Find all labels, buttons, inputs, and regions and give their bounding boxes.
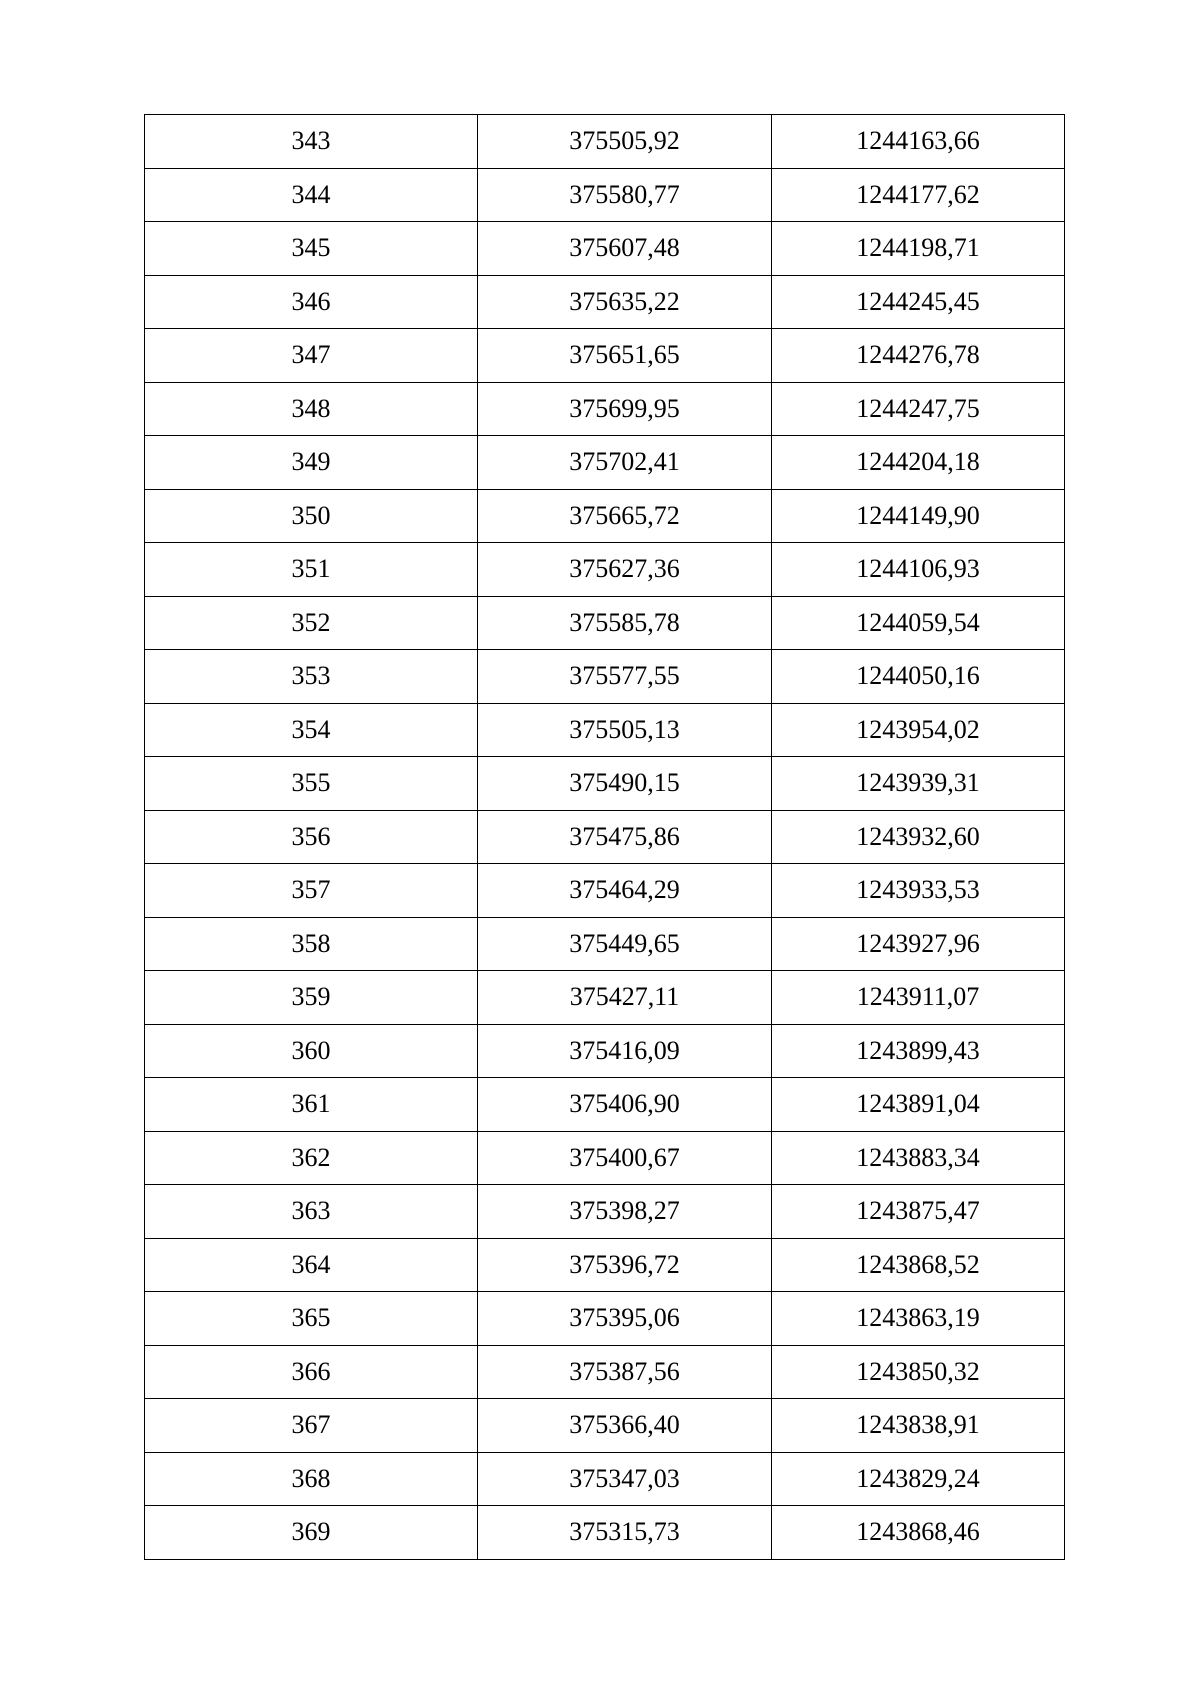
x-coordinate-cell: 375699,95: [478, 382, 772, 436]
point-number-cell: 366: [145, 1345, 478, 1399]
y-coordinate-cell: 1243829,24: [772, 1452, 1065, 1506]
table-row: [145, 115, 1065, 169]
point-number-cell: 353: [145, 650, 478, 704]
y-coordinate-cell: 1243939,31: [772, 757, 1065, 811]
point-number-cell: 351: [145, 543, 478, 597]
y-coordinate-cell: 1244149,90: [772, 489, 1065, 543]
point-number-cell: 349: [145, 436, 478, 490]
x-coordinate-cell: 375665,72: [478, 489, 772, 543]
x-coordinate-cell: 375400,67: [478, 1131, 772, 1185]
table-row: [145, 1345, 1065, 1399]
point-number-cell: 345: [145, 222, 478, 276]
y-coordinate-cell: 1243927,96: [772, 917, 1065, 971]
table-row: [145, 810, 1065, 864]
x-coordinate-cell: 375635,22: [478, 275, 772, 329]
y-coordinate-cell: 1243868,46: [772, 1506, 1065, 1560]
x-coordinate-cell: 375580,77: [478, 168, 772, 222]
point-number-cell: 355: [145, 757, 478, 811]
point-number-cell: 367: [145, 1399, 478, 1453]
x-coordinate-cell: 375366,40: [478, 1399, 772, 1453]
x-coordinate-cell: 375387,56: [478, 1345, 772, 1399]
table-row: [145, 1131, 1065, 1185]
y-coordinate-cell: 1243954,02: [772, 703, 1065, 757]
table-row: [145, 864, 1065, 918]
table-row: [145, 1292, 1065, 1346]
y-coordinate-cell: 1244177,62: [772, 168, 1065, 222]
y-coordinate-cell: 1244198,71: [772, 222, 1065, 276]
y-coordinate-cell: 1243891,04: [772, 1078, 1065, 1132]
table-row: [145, 1399, 1065, 1453]
x-coordinate-cell: 375577,55: [478, 650, 772, 704]
point-number-cell: 348: [145, 382, 478, 436]
table-row: [145, 1506, 1065, 1560]
x-coordinate-cell: 375627,36: [478, 543, 772, 597]
x-coordinate-cell: 375398,27: [478, 1185, 772, 1239]
table-row: [145, 329, 1065, 383]
x-coordinate-cell: 375416,09: [478, 1024, 772, 1078]
x-coordinate-cell: 375702,41: [478, 436, 772, 490]
y-coordinate-cell: 1244163,66: [772, 115, 1065, 169]
y-coordinate-cell: 1243911,07: [772, 971, 1065, 1025]
table-row: [145, 543, 1065, 597]
y-coordinate-cell: 1243899,43: [772, 1024, 1065, 1078]
point-number-cell: 368: [145, 1452, 478, 1506]
x-coordinate-cell: 375490,15: [478, 757, 772, 811]
point-number-cell: 352: [145, 596, 478, 650]
y-coordinate-cell: 1244247,75: [772, 382, 1065, 436]
x-coordinate-cell: 375396,72: [478, 1238, 772, 1292]
x-coordinate-cell: 375505,13: [478, 703, 772, 757]
point-number-cell: 347: [145, 329, 478, 383]
coordinates-table: [144, 114, 1065, 1560]
table-row: [145, 971, 1065, 1025]
point-number-cell: 361: [145, 1078, 478, 1132]
x-coordinate-cell: 375347,03: [478, 1452, 772, 1506]
point-number-cell: 358: [145, 917, 478, 971]
point-number-cell: 364: [145, 1238, 478, 1292]
table-row: [145, 757, 1065, 811]
table-row: [145, 917, 1065, 971]
point-number-cell: 357: [145, 864, 478, 918]
table-row: [145, 1078, 1065, 1132]
point-number-cell: 346: [145, 275, 478, 329]
point-number-cell: 354: [145, 703, 478, 757]
table-row: [145, 1238, 1065, 1292]
y-coordinate-cell: 1244050,16: [772, 650, 1065, 704]
x-coordinate-cell: 375464,29: [478, 864, 772, 918]
point-number-cell: 344: [145, 168, 478, 222]
x-coordinate-cell: 375585,78: [478, 596, 772, 650]
y-coordinate-cell: 1243850,32: [772, 1345, 1065, 1399]
table-row: [145, 1024, 1065, 1078]
y-coordinate-cell: 1244204,18: [772, 436, 1065, 490]
point-number-cell: 356: [145, 810, 478, 864]
table-row: [145, 275, 1065, 329]
y-coordinate-cell: 1243883,34: [772, 1131, 1065, 1185]
x-coordinate-cell: 375406,90: [478, 1078, 772, 1132]
point-number-cell: 362: [145, 1131, 478, 1185]
coordinates-table-body: [145, 115, 1065, 1560]
table-row: [145, 436, 1065, 490]
y-coordinate-cell: 1243932,60: [772, 810, 1065, 864]
y-coordinate-cell: 1243868,52: [772, 1238, 1065, 1292]
point-number-cell: 343: [145, 115, 478, 169]
point-number-cell: 369: [145, 1506, 478, 1560]
x-coordinate-cell: 375651,65: [478, 329, 772, 383]
x-coordinate-cell: 375607,48: [478, 222, 772, 276]
x-coordinate-cell: 375315,73: [478, 1506, 772, 1560]
x-coordinate-cell: 375427,11: [478, 971, 772, 1025]
table-row: [145, 382, 1065, 436]
y-coordinate-cell: 1244245,45: [772, 275, 1065, 329]
y-coordinate-cell: 1243875,47: [772, 1185, 1065, 1239]
point-number-cell: 365: [145, 1292, 478, 1346]
table-row: [145, 650, 1065, 704]
table-row: [145, 489, 1065, 543]
table-row: [145, 168, 1065, 222]
table-row: [145, 703, 1065, 757]
point-number-cell: 363: [145, 1185, 478, 1239]
y-coordinate-cell: 1243863,19: [772, 1292, 1065, 1346]
point-number-cell: 359: [145, 971, 478, 1025]
x-coordinate-cell: 375395,06: [478, 1292, 772, 1346]
y-coordinate-cell: 1244276,78: [772, 329, 1065, 383]
table-row: [145, 1185, 1065, 1239]
y-coordinate-cell: 1243838,91: [772, 1399, 1065, 1453]
x-coordinate-cell: 375505,92: [478, 115, 772, 169]
x-coordinate-cell: 375475,86: [478, 810, 772, 864]
x-coordinate-cell: 375449,65: [478, 917, 772, 971]
table-row: [145, 222, 1065, 276]
y-coordinate-cell: 1243933,53: [772, 864, 1065, 918]
y-coordinate-cell: 1244106,93: [772, 543, 1065, 597]
table-row: [145, 1452, 1065, 1506]
point-number-cell: 360: [145, 1024, 478, 1078]
point-number-cell: 350: [145, 489, 478, 543]
y-coordinate-cell: 1244059,54: [772, 596, 1065, 650]
table-row: [145, 596, 1065, 650]
